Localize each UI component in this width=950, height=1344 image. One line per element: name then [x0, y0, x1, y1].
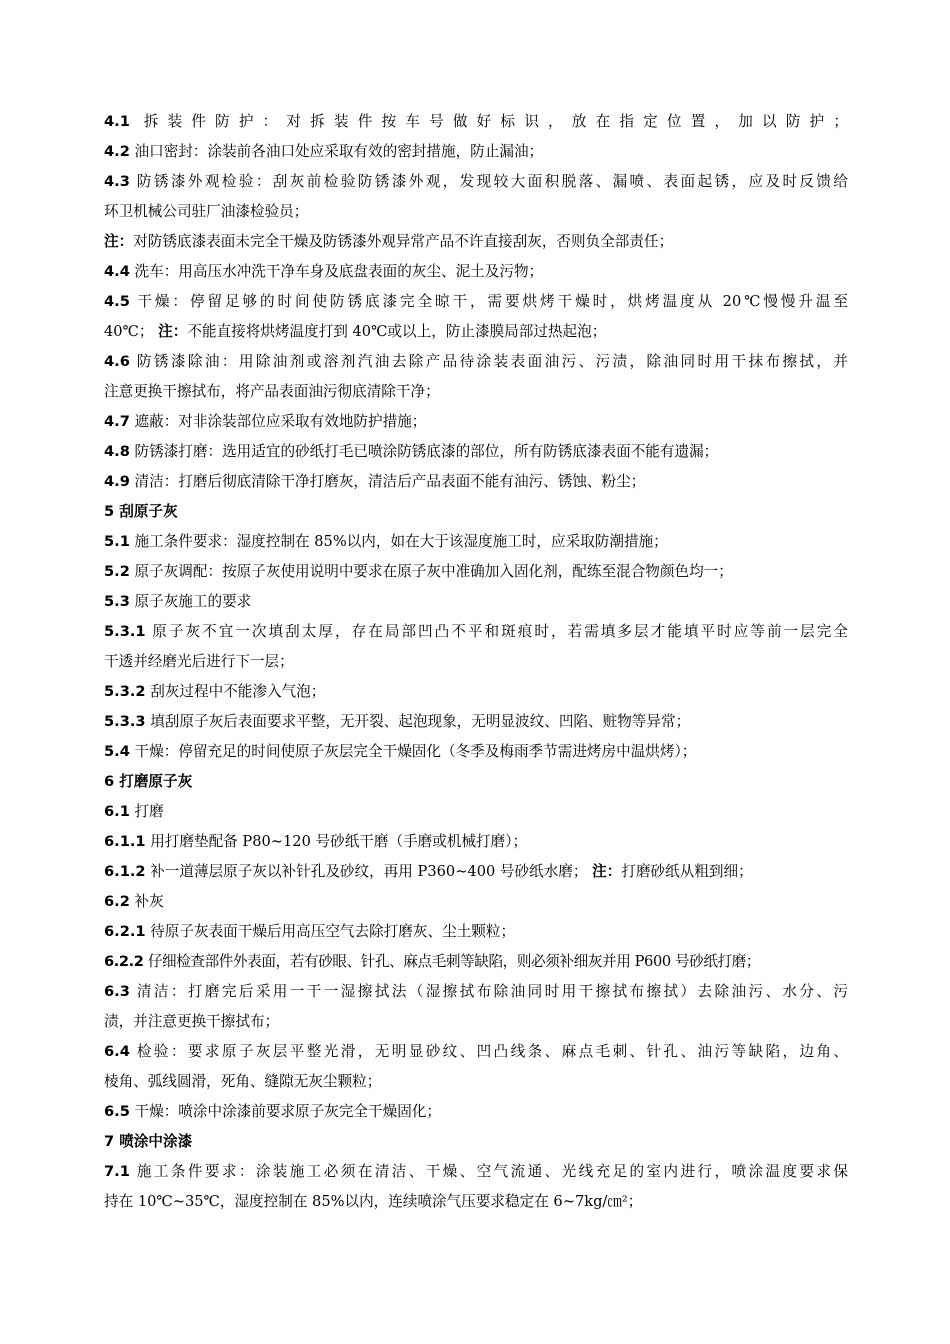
clause-text: 拆装件防护：对拆装件按车号做好标识，放在指定位置，加以防护； [143, 113, 848, 130]
clause-text: 施工条件要求：涂装施工必须在清洁、干燥、空气流通、光线充足的室内进行，喷涂温度要求保 [136, 1163, 848, 1180]
doc-line [104, 377, 848, 407]
clause-text: 补一道薄层原子灰以补针孔及砂纹，再用 P360~400 号砂纸水磨； [150, 863, 588, 880]
clause-number: 4.3 [104, 173, 130, 190]
clause-number: 7.1 [104, 1163, 130, 1180]
doc-line [104, 317, 848, 347]
clause-text: 原子灰施工的要求 [134, 593, 252, 610]
doc-line [104, 1097, 848, 1127]
doc-line [104, 947, 848, 977]
section-heading: 5 刮原子灰 [104, 503, 178, 520]
clause-number: 5.2 [104, 563, 130, 580]
clause-text: 清洁：打磨完后采用一干一湿擦拭法（湿擦拭布除油同时用干擦拭布擦拭）去除油污、水分、污 [136, 983, 848, 1000]
clause-text: 检验：要求原子灰层平整光滑，无明显砂纹、凹凸线条、麻点毛刺、针孔、油污等缺陷，边角、 [136, 1043, 848, 1060]
doc-line [104, 737, 848, 767]
clause-number: 4.4 [104, 263, 130, 280]
clause-number: 5.3.1 [104, 623, 146, 640]
doc-line [104, 1187, 848, 1217]
clause-text: 用打磨垫配备 P80~120 号砂纸干磨（手磨或机械打磨）； [150, 833, 528, 850]
doc-line [104, 557, 848, 587]
clause-text: 防锈漆外观检验：刮灰前检验防锈漆外观，发现较大面积脱落、漏喷、表面起锈，应及时反馈给 [136, 173, 848, 190]
doc-line [104, 197, 848, 227]
clause-text: 油口密封：涂装前各油口处应采取有效的密封措施，防止漏油； [134, 143, 544, 160]
doc-line [104, 707, 848, 737]
clause-text: 原子灰不宜一次填刮太厚，存在局部凹凸不平和斑痕时，若需填多层才能填平时应等前一层完全 [152, 623, 848, 640]
clause-number: 6.1.1 [104, 833, 146, 850]
clause-text: 棱角、弧线圆滑，死角、缝隙无灰尘颗粒； [104, 1073, 382, 1090]
clause-number: 6.3 [104, 983, 130, 1000]
clause-number: 6.2.1 [104, 923, 146, 940]
clause-number: 6.2 [104, 893, 130, 910]
clause-number: 4.7 [104, 413, 130, 430]
clause-text: 防锈漆除油：用除油剂或溶剂汽油去除产品待涂装表面油污、污渍，除油同时用干抹布擦拭，并 [136, 353, 848, 370]
doc-line [104, 1007, 848, 1037]
clause-text: 打磨砂纸从粗到细； [621, 863, 753, 880]
doc-line [104, 1037, 848, 1067]
clause-text: 打磨 [134, 803, 164, 820]
doc-line [104, 827, 848, 857]
clause-text: 补灰 [134, 893, 164, 910]
section-heading: 7 喷涂中涂漆 [104, 1133, 193, 1150]
clause-text: 干燥：停留充足的时间使原子灰层完全干燥固化（冬季及梅雨季节需进烤房中温烘烤）； [134, 743, 697, 760]
clause-text: 遮蔽：对非涂装部位应采取有效地防护措施； [134, 413, 427, 430]
clause-text: 防锈漆打磨：选用适宜的砂纸打毛已喷涂防锈底漆的部位，所有防锈底漆表面不能有遗漏； [134, 443, 719, 460]
doc-line [104, 647, 848, 677]
clause-number: 5.1 [104, 533, 130, 550]
clause-text: 填刮原子灰后表面要求平整，无开裂、起泡现象，无明显波纹、凹陷、赃物等异常； [150, 713, 691, 730]
doc-line [104, 677, 848, 707]
clause-text: 仔细检查部件外表面，若有砂眼、针孔、麻点毛刺等缺陷，则必须补细灰并用 P600 号砂纸打磨； [147, 953, 761, 970]
doc-line [104, 977, 848, 1007]
clause-text: 原子灰调配：按原子灰使用说明中要求在原子灰中准确加入固化剂，配练至混合物颜色均一； [134, 563, 733, 580]
clause-number: 6.2.2 [104, 953, 144, 970]
doc-line [104, 437, 848, 467]
clause-text: 刮灰过程中不能渗入气泡； [150, 683, 326, 700]
doc-line [104, 257, 848, 287]
doc-line [104, 857, 848, 887]
note-label: 注： [158, 323, 188, 340]
doc-line [104, 227, 848, 257]
doc-line [104, 1067, 848, 1097]
clause-text: 持在 10℃~35℃，湿度控制在 85%以内，连续喷涂气压要求稳定在 6~7kg/㎝²； [104, 1193, 643, 1210]
clause-text: 对防锈底漆表面未完全干燥及防锈漆外观异常产品不许直接刮灰，否则负全部责任； [133, 233, 674, 250]
note-label: 注： [104, 233, 134, 250]
clause-number: 4.6 [104, 353, 130, 370]
clause-text: 40℃； [104, 323, 154, 340]
doc-line [104, 797, 848, 827]
clause-text: 渍，并注意更换干擦拭布； [104, 1013, 280, 1030]
doc-line [104, 287, 848, 317]
clause-number: 5.3.2 [104, 683, 146, 700]
clause-number: 4.5 [104, 293, 130, 310]
clause-number: 4.8 [104, 443, 130, 460]
clause-text: 施工条件要求：湿度控制在 85%以内，如在大于该湿度施工时，应采取防潮措施； [134, 533, 668, 550]
clause-number: 4.2 [104, 143, 130, 160]
clause-text: 洗车：用高压水冲洗干净车身及底盘表面的灰尘、泥土及污物； [134, 263, 544, 280]
section-heading: 6 打磨原子灰 [104, 773, 193, 790]
clause-number: 6.5 [104, 1103, 130, 1120]
document-page [104, 107, 848, 1217]
clause-text: 干燥：停留足够的时间使防锈底漆完全晾干，需要烘烤干燥时，烘烤温度从 20℃慢慢升温至 [137, 293, 848, 310]
clause-number: 6.4 [104, 1043, 130, 1060]
doc-line [104, 617, 848, 647]
clause-number: 4.9 [104, 473, 130, 490]
clause-number: 5.3.3 [104, 713, 146, 730]
clause-text: 环卫机械公司驻厂油漆检验员； [104, 203, 309, 220]
doc-line [104, 137, 848, 167]
doc-line [104, 587, 848, 617]
doc-line [104, 1157, 848, 1187]
doc-line [104, 167, 848, 197]
clause-number: 4.1 [104, 113, 130, 130]
clause-text: 待原子灰表面干燥后用高压空气去除打磨灰、尘土颗粒； [150, 923, 516, 940]
doc-line [104, 887, 848, 917]
doc-line [104, 347, 848, 377]
clause-text: 不能直接将烘烤温度打到 40℃或以上，防止漆膜局部过热起泡； [187, 323, 607, 340]
clause-text: 清洁：打磨后彻底清除干净打磨灰，清洁后产品表面不能有油污、锈蚀、粉尘； [134, 473, 646, 490]
doc-line [104, 107, 848, 137]
clause-number: 5.3 [104, 593, 130, 610]
clause-number: 6.1.2 [104, 863, 146, 880]
doc-line [104, 467, 848, 497]
note-label: 注： [592, 863, 622, 880]
clause-number: 6.1 [104, 803, 130, 820]
doc-line [104, 527, 848, 557]
clause-number: 5.4 [104, 743, 130, 760]
clause-text: 注意更换干擦拭布，将产品表面油污彻底清除干净； [104, 383, 440, 400]
clause-text: 干透并经磨光后进行下一层； [104, 653, 294, 670]
doc-line [104, 407, 848, 437]
doc-line [104, 917, 848, 947]
clause-text: 干燥：喷涂中涂漆前要求原子灰完全干燥固化； [134, 1103, 441, 1120]
